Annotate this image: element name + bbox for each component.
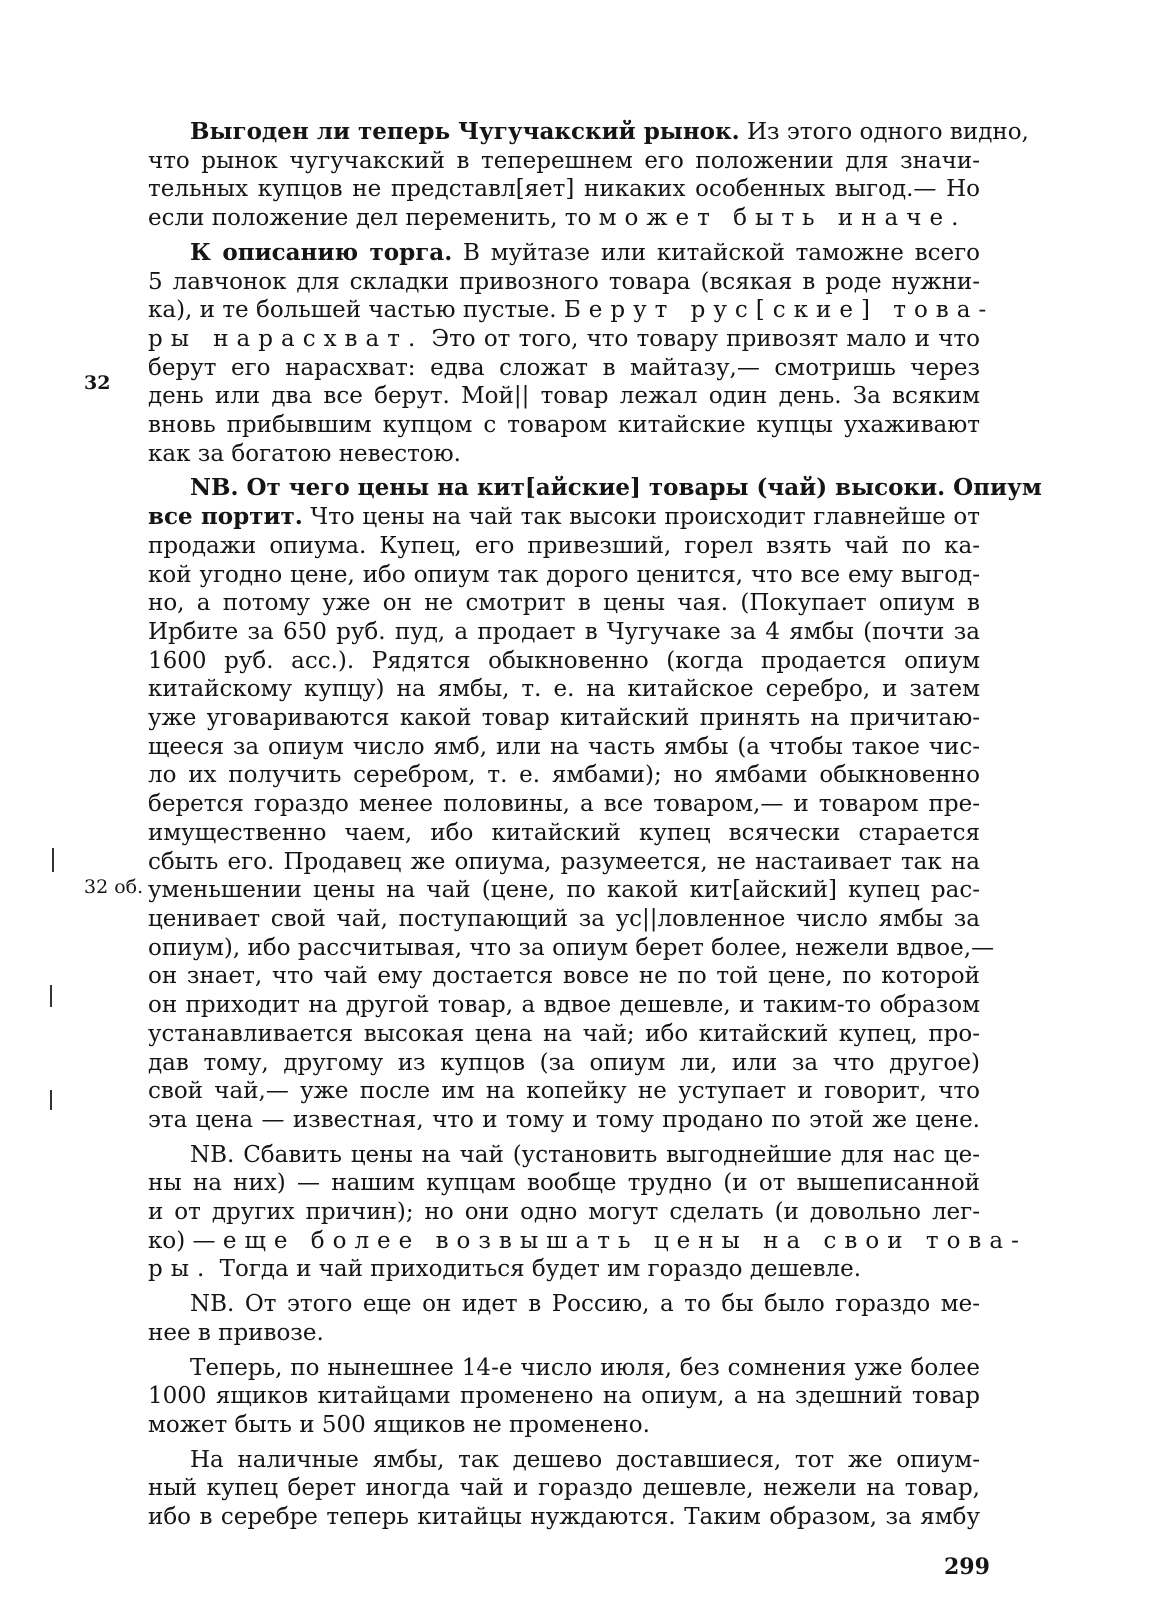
scan-mark [52,848,54,872]
body-text [148,118,1042,1532]
paragraph: NB. От этого еще он идет в Россию, а то бы было гораздо ме- нее в привозе. [148,1291,980,1346]
section-heading: NB. От чего цены на кит[айские] товары (чай) высоки. Опиум [190,474,1042,502]
scan-mark [50,985,52,1007]
paragraph: Выгоден ли теперь Чугучакский рынок. Из этого одного видно, что рынок чугучакский в теперешнем его положении для значи- тельных купцов не представл[яет] никаких особенных выгод.— Но если положение дел переменить, то может быть иначе. [148,118,1029,232]
section-heading: Выгоден ли теперь Чугучакский рынок. [190,118,740,145]
page-number: 299 [944,1554,990,1580]
margin-folio-note: 32 [84,372,111,394]
paragraph: NB. От чего цены на кит[айские] товары (чай) высоки. Опиум все портит. Что цены на чай так высоки происходит главнейше от продажи опиума. Купец, его привезший, горел взять чай по ка- кой угодно цене, ибо опиум так дорого ценится, что все ему выгод- но, а потому уже он не смотрит в цены чая. (Покупает опиум в Ирбите за 650 руб. пуд, а продает в Чугучаке за 4 ямбы (почти за 1600 руб. асс.). Рядятся обыкновенно (когда продается опиум китайскому купцу) на ямбы, т. е. на китайское серебро, и затем уже уговариваются какой товар китайский принять на причитаю- щееся за опиум число ямб, или на часть ямбы (а чтобы такое чис- ло их получить серебром, т. е. ямбами); но ямбами обыкновенно берется гораздо менее половины, а все товаром,— и товаром пре- имущественно чаем, ибо китайский купец всячески старается сбыть его. Продавец же опиума, разумеется, не настаивает так на уменьшении цены на чай (цене, по какой кит[айский] купец рас- ценивает свой чай, поступающий за ус||ловленное число ямбы за опиум), ибо рассчитывая, что за опиум берет более, нежели вдвое,— он знает, что чай ему достается вовсе не по той цене, по которой он приходит на другой товар, а вдвое дешевле, и таким-то образом устанавливается высокая цена на чай; ибо китайский купец, про- дав тому, другому из купцов (за опиум ли, или за что другое) свой чай,— уже после им на копейку не уступает и говорит, что эта цена — известная, что и тому и тому продано по этой же цене. [148,474,1042,1133]
section-heading: К описанию торга. [190,238,453,266]
paragraph: Теперь, по нынешнее 14-е число июля, без сомнения уже более 1000 ящиков китайцами променено на опиум, а на здешний товар может быть и 500 ящиков не променено. [148,1354,980,1438]
scan-mark [50,1090,52,1110]
section-heading: все портит. [148,503,303,531]
paragraph: К описанию торга. В муйтазе или китайской таможне всего 5 лавчонок для складки привозного товара (всякая в роде нужни- ка), и те большей частью пустые. Берут рус[ские] това- ры нарасхват. Это от того, что товару привозят мало и что берут его нарасхват: едва сложат в майтазу,— смотришь через день или два все берут. Мой|| товар лежал один день. За всяким вновь прибывшим купцом с товаром китайские купцы ухаживают как за богатою невестою. [148,238,995,467]
margin-folio-note: 32 об. [84,876,144,898]
paragraph: На наличные ямбы, так дешево доставшиеся, тот же опиум- ный купец берет иногда чай и гораздо дешевле, нежели на товар, ибо в серебре теперь китайцы нуждаются. Таким образом, за ямбу [148,1446,980,1531]
paragraph: NB. Сбавить цены на чай (установить выгоднейшие для нас це- ны на них) — нашим купцам вообще трудно (и от вышеписанной и от других причин); но они одно могут сделать (и довольно лег- ко) — еще более возвышать цены на свои това- ры. Тогда и чай приходиться будет им гораздо дешевле. [148,1141,1027,1283]
